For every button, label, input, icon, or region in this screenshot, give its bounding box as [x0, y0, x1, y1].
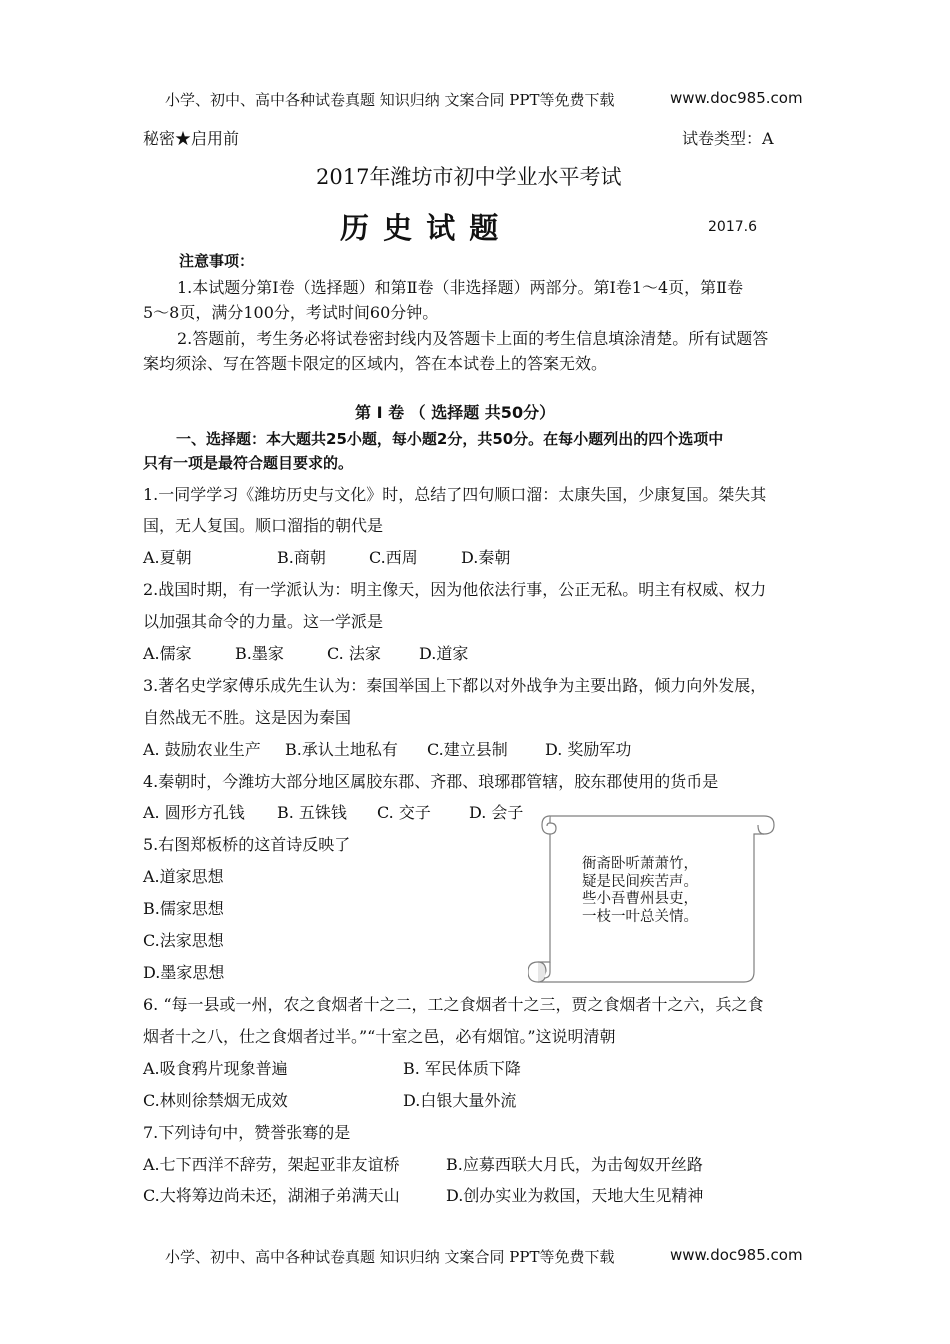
- q2-option-b: B.墨家: [235, 644, 284, 663]
- q2-option-d: D.道家: [419, 644, 469, 663]
- q4-option-c: C. 交子: [377, 803, 431, 822]
- q5-option-b: B.儒家思想: [143, 899, 224, 918]
- question-2-text: 以加强其命令的力量。这一学派是: [143, 612, 384, 631]
- exam-title: 2017年潍坊市初中学业水平考试: [316, 165, 622, 189]
- notice-line: 2.答题前，考生务必将试卷密封线内及答题卡上面的考生信息填涂清楚。所有试题答: [177, 329, 769, 348]
- question-1-text: 1.一同学学习《潍坊历史与文化》时，总结了四句顺口溜：太康失国，少康复国。桀失其: [143, 485, 767, 504]
- section-instruction: 一、选择题：本大题共25小题，每小题2分，共50分。在每小题列出的四个选项中: [176, 430, 724, 448]
- q3-option-b: B.承认土地私有: [285, 740, 398, 759]
- q4-option-b: B. 五铢钱: [277, 803, 347, 822]
- q6-option-b: B. 军民体质下降: [403, 1059, 521, 1078]
- notice-line: 案均须涂、写在答题卡限定的区域内，答在本试卷上的答案无效。: [143, 354, 608, 373]
- q7-option-d: D.创办实业为救国，天地大生见精神: [446, 1186, 704, 1205]
- poem-scroll-figure: [528, 812, 778, 990]
- poem-text: [582, 856, 698, 926]
- footer-banner-text: 小学、初中、高中各种试卷真题 知识归纳 文案合同 PPT等免费下载: [165, 1248, 615, 1266]
- footer-banner-site[interactable]: www.doc985.com: [670, 1246, 803, 1264]
- question-4-text: 4.秦朝时，今潍坊大部分地区属胶东郡、齐郡、琅琊郡管辖，胶东郡使用的货币是: [143, 772, 719, 791]
- question-7-text: 7.下列诗句中，赞誉张骞的是: [143, 1123, 351, 1142]
- q6-option-c: C.林则徐禁烟无成效: [143, 1091, 288, 1110]
- q3-option-d: D. 奖励军功: [545, 740, 632, 759]
- poem-line: 衙斋卧听萧萧竹，: [582, 856, 698, 872]
- question-3-text: 3.著名史学家傅乐成先生认为：秦国举国上下都以对外战争为主要出路，倾力向外发展，: [143, 676, 767, 695]
- question-6-text: 6. “每一县或一州，农之食烟者十之二，工之食烟者十之三，贾之食烟者十之六，兵之食: [143, 995, 764, 1014]
- paper-type: 试卷类型：A: [682, 129, 774, 148]
- question-2-text: 2.战国时期，有一学派认为：明主像天，因为他依法行事，公正无私。明主有权威、权力: [143, 580, 767, 599]
- q1-option-c: C.西周: [369, 548, 418, 567]
- poem-line: 疑是民间疾苦声。: [582, 873, 698, 890]
- q1-option-a: A.夏朝: [143, 548, 192, 567]
- q5-option-d: D.墨家思想: [143, 963, 225, 982]
- notice-heading: 注意事项：: [179, 252, 255, 270]
- secret-label: 秘密★启用前: [143, 129, 240, 148]
- q7-option-b: B.应募西联大月氏，为击匈奴开丝路: [446, 1155, 703, 1174]
- header-banner-site[interactable]: www.doc985.com: [670, 89, 803, 107]
- q5-option-a: A.道家思想: [143, 867, 224, 886]
- q4-option-a: A. 圆形方孔钱: [143, 803, 245, 822]
- question-5-text: 5.右图郑板桥的这首诗反映了: [143, 835, 351, 854]
- exam-date: 2017.6: [708, 219, 757, 235]
- q4-option-d: D. 会子: [469, 803, 524, 822]
- subject-title: 历 史 试 题: [340, 211, 501, 245]
- poem-line: 一枝一叶总关情。: [582, 908, 698, 925]
- q1-option-b: B.商朝: [277, 548, 326, 567]
- q2-option-c: C. 法家: [327, 644, 381, 663]
- q3-option-c: C.建立县制: [427, 740, 508, 759]
- q5-option-c: C.法家思想: [143, 931, 224, 950]
- q7-option-c: C.大将筹边尚未还，湖湘子弟满天山: [143, 1186, 400, 1205]
- question-1-text: 国，无人复国。顺口溜指的朝代是: [143, 516, 384, 535]
- notice-line: 1.本试题分第Ⅰ卷（选择题）和第Ⅱ卷（非选择题）两部分。第Ⅰ卷1～4页，第Ⅱ卷: [177, 278, 744, 297]
- q7-option-a: A.七下西洋不辞劳，架起亚非友谊桥: [143, 1155, 400, 1174]
- section-heading: 第 Ⅰ 卷 （ 选择题 共50分）: [355, 403, 556, 422]
- q6-option-d: D.白银大量外流: [403, 1091, 517, 1110]
- question-3-text: 自然战无不胜。这是因为秦国: [143, 708, 352, 727]
- question-6-text: 烟者十之八，仕之食烟者过半。”“十室之邑，必有烟馆。”这说明清朝: [143, 1027, 616, 1046]
- section-instruction: 只有一项是最符合题目要求的。: [143, 454, 354, 472]
- q2-option-a: A.儒家: [143, 644, 192, 663]
- poem-line: 些小吾曹州县吏，: [582, 891, 698, 907]
- q6-option-a: A.吸食鸦片现象普遍: [143, 1059, 288, 1078]
- q3-option-a: A. 鼓励农业生产: [143, 740, 261, 759]
- q1-option-d: D.秦朝: [461, 548, 511, 567]
- header-banner-text: 小学、初中、高中各种试卷真题 知识归纳 文案合同 PPT等免费下载: [165, 91, 615, 109]
- notice-line: 5～8页，满分100分，考试时间60分钟。: [143, 303, 439, 322]
